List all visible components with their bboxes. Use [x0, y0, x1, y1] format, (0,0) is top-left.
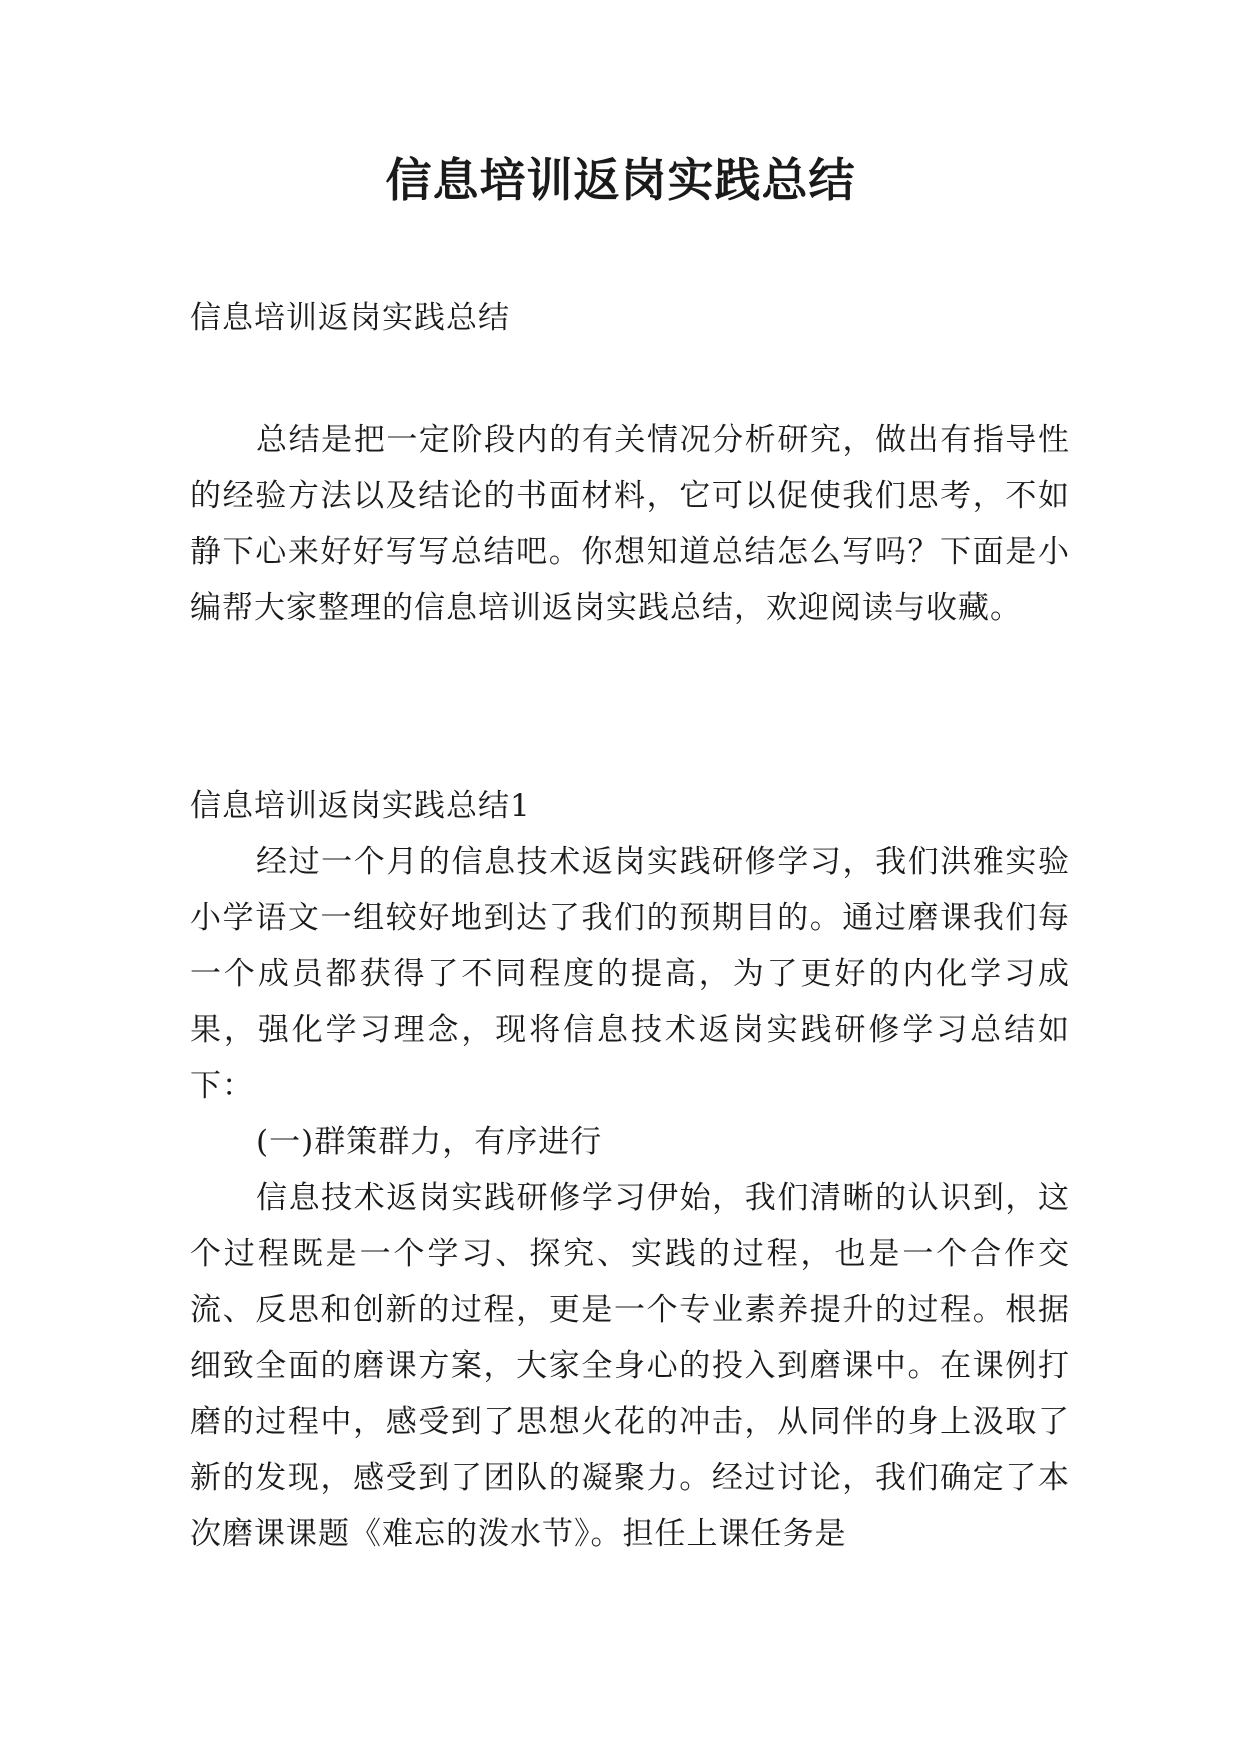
section-subheading: (一)群策群力，有序进行: [256, 1124, 603, 1160]
section-paragraph: 经过一个月的信息技术返岗实践研修学习，我们洪雅实验小学语文一组较好地到达了我们的预期目的。通过磨课我们每一个成员都获得了不同程度的提高，为了更好的内化学习成果，强化学习理念，现将信息技术返岗实践研修学习总结如下：: [190, 844, 1070, 1104]
intro-paragraph: 总结是把一定阶段内的有关情况分析研究，做出有指导性的经验方法以及结论的书面材料，它可以促使我们思考，不如静下心来好好写写总结吧。你想知道总结怎么写吗？下面是小编帮大家整理的信息培训返岗实践总结，欢迎阅读与收藏。: [190, 422, 1070, 626]
intro-block: [190, 412, 1070, 636]
document-title: 信息培训返岗实践总结: [385, 153, 856, 207]
section-paragraph: 信息技术返岗实践研修学习伊始，我们清晰的认识到，这个过程既是一个学习、探究、实践的过程，也是一个合作交流、反思和创新的过程，更是一个专业素养提升的过程。根据细致全面的磨课方案，大家全身心的投入到磨课中。在课例打磨的过程中，感受到了思想火花的冲击，从同伴的身上汲取了新的发现，感受到了团队的凝聚力。经过讨论，我们确定了本次磨课课题《难忘的泼水节》。担任上课任务是: [190, 1180, 1070, 1552]
subtitle-text: 信息培训返岗实践总结: [190, 300, 510, 336]
section-heading: 信息培训返岗实践总结1: [190, 788, 531, 824]
section-block: [190, 778, 1070, 1562]
document-subtitle: [190, 290, 1070, 346]
